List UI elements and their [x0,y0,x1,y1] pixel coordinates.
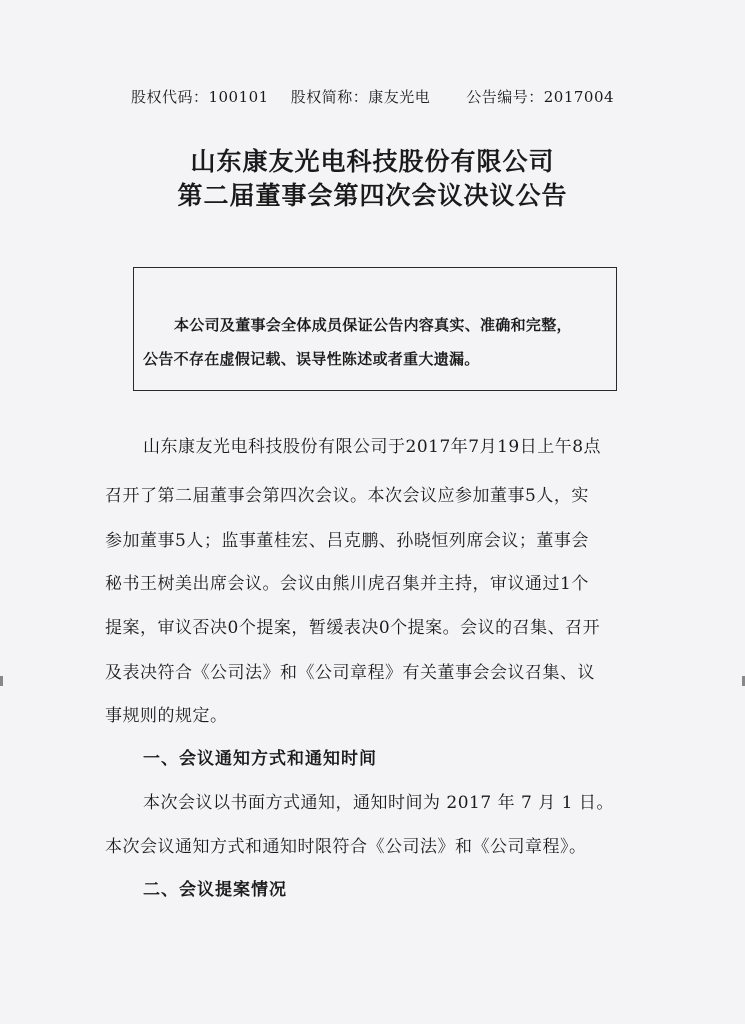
notice-box [133,267,617,391]
announcement-title: 第二届董事会第四次会议决议公告 [177,181,568,210]
paragraph-line: 召开了第二届董事会第四次会议。本次会议应参加董事5人，实 [105,486,589,506]
company-title: 山东康友光电科技股份有限公司 [190,147,555,176]
section-1-line: 本次会议以书面方式通知，通知时间为 2017 年 7 月 1 日。 [143,793,614,813]
notice-line-2: 公告不存在虚假记载、误导性陈述或者重大遗漏。 [143,350,480,368]
stock-short-name: 股权简称：康友光电 [290,88,431,106]
section-1-line: 本次会议通知方式和通知时限符合《公司法》和《公司章程》。 [105,837,587,857]
paragraph-line: 秘书王树美出席会议。会议由熊川虎召集并主持，审议通过1个 [105,574,589,594]
stock-code: 股权代码：100101 [130,88,269,106]
paragraph-line: 参加董事5人；监事董桂宏、吕克鹏、孙晓恒列席会议；董事会 [105,531,589,551]
scan-edge-mark [0,676,3,686]
notice-line-1: 本公司及董事会全体成员保证公告内容真实、准确和完整， [174,316,572,334]
paragraph-line: 及表决符合《公司法》和《公司章程》有关董事会会议召集、议 [105,663,595,683]
section-heading-2: 二、会议提案情况 [143,880,287,900]
announcement-number: 公告编号：2017004 [466,88,615,106]
section-heading-1: 一、会议通知方式和通知时间 [143,749,377,769]
paragraph-line: 山东康友光电科技股份有限公司于2017年7月19日上午8点 [143,437,602,457]
paragraph-line: 提案，审议否决0个提案，暂缓表决0个提案。会议的召集、召开 [105,618,601,638]
paragraph-line: 事规则的规定。 [105,706,228,726]
header-info [0,86,745,107]
